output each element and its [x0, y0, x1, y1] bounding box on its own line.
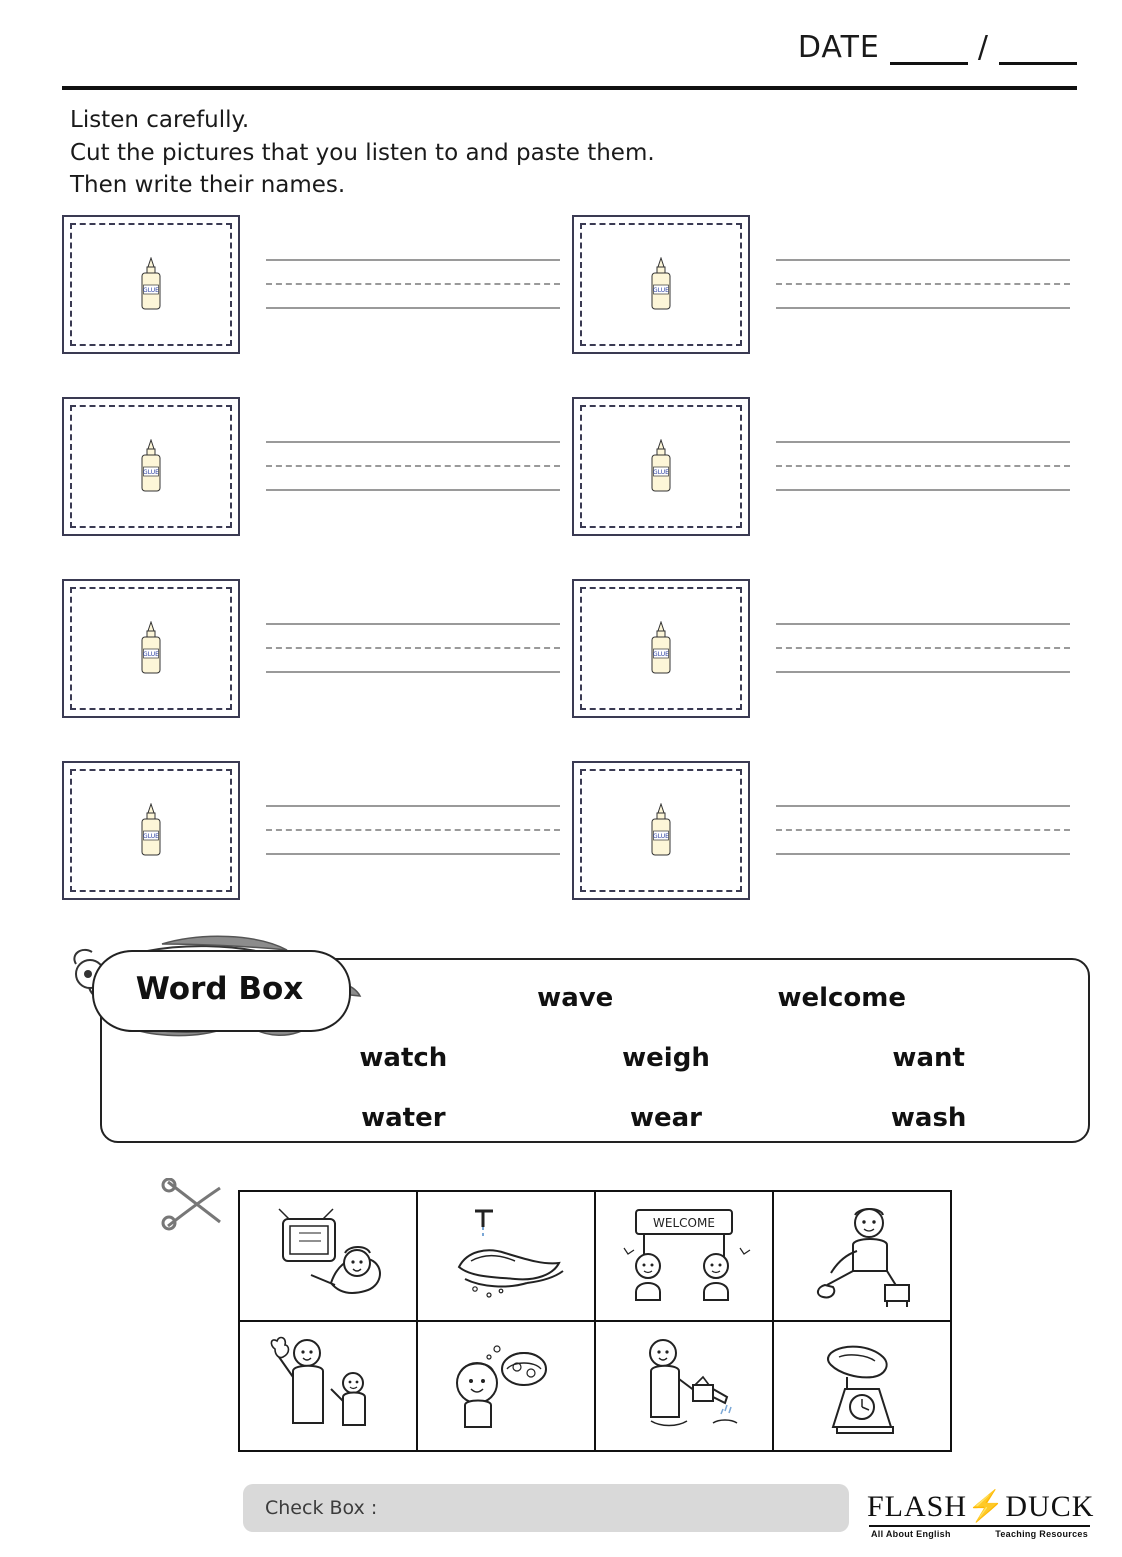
- glue-icon: [646, 257, 676, 311]
- svg-text:GLUE: GLUE: [653, 651, 669, 658]
- writing-line-dashed: [776, 829, 1070, 831]
- logo-divider: [869, 1525, 1090, 1527]
- word-item[interactable]: want: [892, 1043, 965, 1073]
- date-input-month[interactable]: [890, 36, 968, 65]
- writing-line-dashed: [776, 465, 1070, 467]
- cutout-wash-hands-picture[interactable]: [416, 1192, 594, 1320]
- paste-grid: [62, 208, 1082, 936]
- svg-text:GLUE: GLUE: [653, 287, 669, 294]
- watch-tv-icon: [253, 1201, 403, 1311]
- cutout-want-cake-picture[interactable]: [416, 1322, 594, 1450]
- writing-line-solid: [266, 805, 560, 807]
- welcome-sign-icon: [604, 1200, 764, 1312]
- writing-line-dashed: [266, 829, 560, 831]
- grid-cell: [62, 754, 572, 906]
- grid-cell: [572, 572, 1082, 724]
- grid-cell: [62, 208, 572, 360]
- grid-row: [62, 390, 1082, 542]
- writing-line-dashed: [266, 465, 560, 467]
- answer-lines[interactable]: [266, 441, 572, 491]
- check-box-bar[interactable]: [243, 1484, 849, 1532]
- word-row: [212, 1028, 1070, 1088]
- svg-text:GLUE: GLUE: [143, 833, 159, 840]
- writing-line-solid: [776, 259, 1070, 261]
- paste-box[interactable]: [572, 397, 750, 536]
- date-label: DATE: [797, 30, 880, 65]
- grid-cell: [572, 390, 1082, 542]
- grid-row: [62, 572, 1082, 724]
- wave-goodbye-icon: [253, 1331, 403, 1441]
- writing-line-solid: [776, 623, 1070, 625]
- flashduck-logo: [867, 1489, 1095, 1545]
- writing-line-solid: [266, 441, 560, 443]
- glue-icon: [646, 803, 676, 857]
- grid-row: [62, 754, 1082, 906]
- cutout-row: [240, 1320, 950, 1450]
- svg-text:GLUE: GLUE: [143, 469, 159, 476]
- cutout-row: [240, 1192, 950, 1320]
- word-item[interactable]: wave: [537, 983, 614, 1013]
- wear-socks-icon: [787, 1201, 937, 1311]
- cutout-picture-table: [238, 1190, 952, 1452]
- date-field[interactable]: [798, 30, 1077, 65]
- word-item[interactable]: watch: [359, 1043, 448, 1073]
- svg-text:GLUE: GLUE: [653, 469, 669, 476]
- water-plant-icon: [609, 1331, 759, 1441]
- cutout-weigh-scale-picture[interactable]: [772, 1322, 950, 1450]
- paste-box[interactable]: [62, 579, 240, 718]
- writing-line-solid: [776, 441, 1070, 443]
- paste-box[interactable]: [62, 761, 240, 900]
- logo-tagline: [867, 1529, 1092, 1539]
- writing-line-baseline: [776, 671, 1070, 673]
- logo-tagline-left: All About English: [871, 1529, 951, 1539]
- date-separator: /: [977, 30, 989, 65]
- date-input-day[interactable]: [999, 36, 1077, 65]
- paste-box[interactable]: [62, 397, 240, 536]
- cutout-watch-tv-picture[interactable]: [240, 1192, 416, 1320]
- writing-line-baseline: [776, 307, 1070, 309]
- cutout-wave-goodbye-picture[interactable]: [240, 1322, 416, 1450]
- answer-lines[interactable]: [776, 623, 1082, 673]
- want-cake-icon: [431, 1331, 581, 1441]
- wash-hands-icon: [431, 1201, 581, 1311]
- cutout-wear-socks-picture[interactable]: [772, 1192, 950, 1320]
- writing-line-dashed: [266, 283, 560, 285]
- header-divider: [62, 86, 1077, 90]
- cutout-water-plant-picture[interactable]: [594, 1322, 772, 1450]
- glue-icon: [136, 803, 166, 857]
- check-box-label: Check Box :: [265, 1497, 378, 1519]
- answer-lines[interactable]: [776, 259, 1082, 309]
- writing-line-dashed: [776, 647, 1070, 649]
- word-list: [212, 968, 1070, 1148]
- answer-lines[interactable]: [266, 623, 572, 673]
- svg-text:GLUE: GLUE: [143, 287, 159, 294]
- grid-cell: [62, 572, 572, 724]
- writing-line-baseline: [266, 671, 560, 673]
- writing-line-baseline: [776, 853, 1070, 855]
- cutout-welcome-sign-picture[interactable]: [594, 1192, 772, 1320]
- word-item[interactable]: wear: [629, 1103, 703, 1133]
- writing-line-baseline: [266, 307, 560, 309]
- grid-cell: [62, 390, 572, 542]
- glue-icon: [136, 439, 166, 493]
- word-box: [92, 950, 1090, 1150]
- instruction-line-3: Then write their names.: [70, 172, 346, 199]
- glue-icon: [136, 257, 166, 311]
- grid-cell: [572, 208, 1082, 360]
- paste-box[interactable]: [62, 215, 240, 354]
- writing-line-baseline: [776, 489, 1070, 491]
- instruction-line-2: Cut the pictures that you listen to and paste them.: [70, 139, 655, 166]
- writing-line-baseline: [266, 489, 560, 491]
- answer-lines[interactable]: [776, 805, 1082, 855]
- svg-text:GLUE: GLUE: [653, 833, 669, 840]
- word-item[interactable]: welcome: [777, 983, 907, 1013]
- glue-icon: [646, 621, 676, 675]
- word-box-title: Word Box: [135, 971, 304, 1007]
- writing-line-dashed: [266, 647, 560, 649]
- word-row: [212, 1088, 1070, 1148]
- paste-box[interactable]: [572, 579, 750, 718]
- word-row: [212, 968, 1070, 1028]
- svg-text:GLUE: GLUE: [143, 651, 159, 658]
- word-item[interactable]: water: [361, 1103, 446, 1133]
- writing-line-dashed: [776, 283, 1070, 285]
- paste-box[interactable]: [572, 761, 750, 900]
- logo-tagline-right: Teaching Resources: [995, 1529, 1088, 1539]
- grid-cell: [572, 754, 1082, 906]
- instruction-line-1: Listen carefully.: [70, 107, 250, 133]
- logo-word-duck: DUCK: [1005, 1490, 1095, 1523]
- glue-icon: [646, 439, 676, 493]
- logo-wordmark: [867, 1489, 1095, 1524]
- svg-text:WELCOME: WELCOME: [653, 1216, 715, 1230]
- writing-line-solid: [266, 623, 560, 625]
- answer-lines[interactable]: [266, 259, 572, 309]
- instructions: [70, 104, 655, 202]
- word-item[interactable]: weigh: [622, 1043, 710, 1073]
- logo-word-flash: FLASH: [867, 1490, 968, 1523]
- writing-line-baseline: [266, 853, 560, 855]
- writing-line-solid: [266, 259, 560, 261]
- grid-row: [62, 208, 1082, 360]
- paste-box[interactable]: [572, 215, 750, 354]
- bolt-icon: ⚡: [967, 1490, 1006, 1523]
- word-item[interactable]: wash: [890, 1103, 967, 1133]
- answer-lines[interactable]: [266, 805, 572, 855]
- scissors-icon: [160, 1178, 230, 1234]
- glue-icon: [136, 621, 166, 675]
- weigh-scale-icon: [787, 1331, 937, 1441]
- answer-lines[interactable]: [776, 441, 1082, 491]
- writing-line-solid: [776, 805, 1070, 807]
